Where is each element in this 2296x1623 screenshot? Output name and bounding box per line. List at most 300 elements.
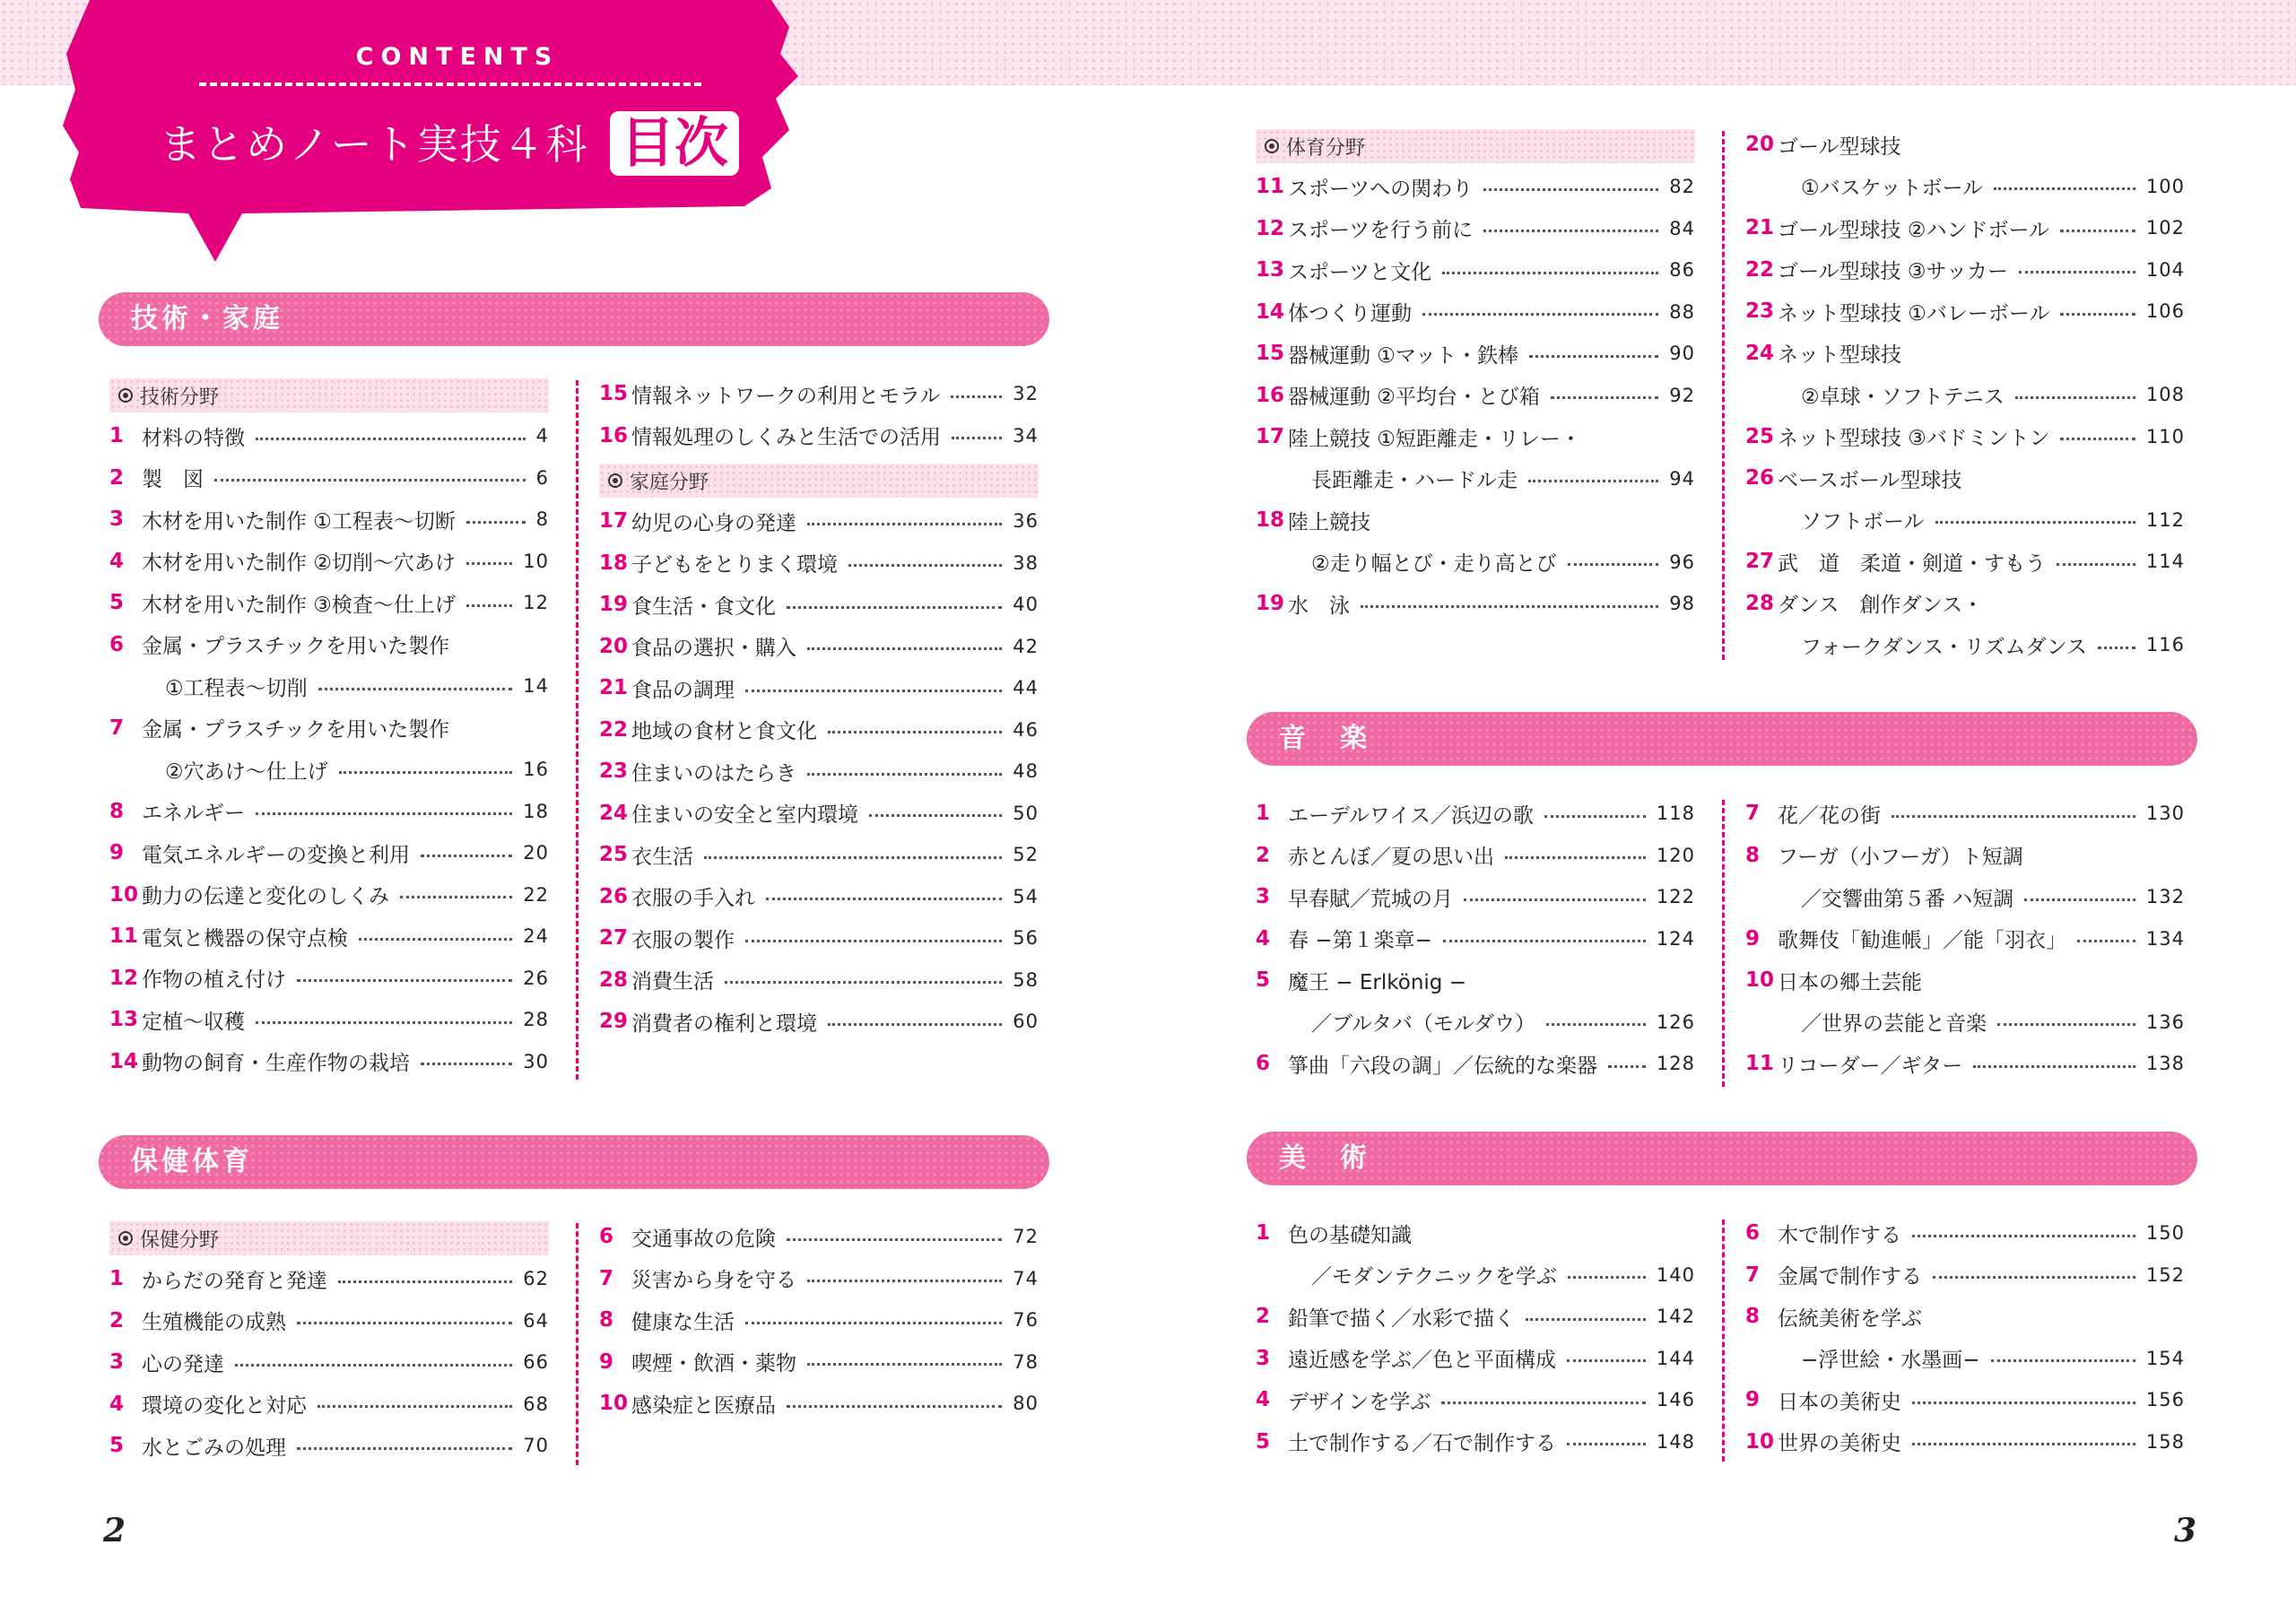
entry-title: 伝統美術を学ぶ xyxy=(1778,1306,1922,1331)
dot-leader xyxy=(317,1405,512,1408)
toc-entry[interactable] xyxy=(1745,457,2185,499)
toc-entry[interactable] xyxy=(109,791,549,832)
section-header-bijutsu: 美 術 xyxy=(1247,1132,2197,1185)
toc-entry[interactable] xyxy=(599,1001,1039,1042)
dot-leader xyxy=(1568,563,1659,566)
entry-title: 動物の飼育・生産作物の栽培 xyxy=(142,1052,410,1075)
circle-dot-icon xyxy=(118,388,133,403)
entry-page: 14 xyxy=(523,675,549,697)
toc-entry[interactable] xyxy=(599,584,1039,625)
toc-entry[interactable] xyxy=(1745,249,2185,291)
circle-dot-icon xyxy=(608,473,622,488)
entry-number: 2 xyxy=(109,465,125,490)
entry-title: 世界の美術史 xyxy=(1778,1432,1901,1455)
entry-page: 140 xyxy=(1656,1263,1695,1286)
dot-leader xyxy=(1361,605,1658,608)
dot-leader xyxy=(1443,940,1646,942)
dot-leader xyxy=(828,1023,1002,1026)
entry-number: 16 xyxy=(1256,383,1285,407)
toc-entry[interactable] xyxy=(599,415,1039,456)
entry-title: 木材を用いた制作 ③検査〜仕上げ xyxy=(142,593,456,617)
taiiku-column-2 xyxy=(1745,127,2185,665)
entry-title: 金属で制作する xyxy=(1778,1265,1922,1289)
entry-page: 106 xyxy=(2145,300,2185,322)
entry-page: 114 xyxy=(2145,551,2185,572)
entry-title: 住まいのはたらき xyxy=(631,761,796,785)
entry-page: 86 xyxy=(1669,259,1695,281)
dot-leader xyxy=(1442,272,1658,274)
dot-leader xyxy=(297,979,512,982)
toc-entry[interactable] xyxy=(1745,124,2185,165)
toc-entry[interactable] xyxy=(1256,166,1695,207)
entry-title: 日本の美術史 xyxy=(1778,1390,1901,1414)
toc-entry[interactable] xyxy=(1745,333,2185,374)
entry-number: 2 xyxy=(1256,1305,1271,1328)
entry-title: 色の基礎知識 xyxy=(1288,1223,1412,1247)
dot-leader xyxy=(1505,856,1646,859)
dot-leader xyxy=(725,981,1002,984)
entry-page: 38 xyxy=(1013,551,1039,574)
toc-entry[interactable] xyxy=(1256,583,1695,624)
column-divider xyxy=(1722,800,1725,1087)
entry-page: 122 xyxy=(1656,886,1695,907)
entry-number: 11 xyxy=(1745,1052,1775,1075)
entry-title: 喫煙・飲酒・薬物 xyxy=(631,1352,796,1376)
toc-entry[interactable] xyxy=(599,667,1039,708)
entry-title: ／世界の芸能と音楽 xyxy=(1801,1012,1987,1036)
entry-number: 14 xyxy=(109,1049,139,1073)
entry-number: 12 xyxy=(1256,216,1285,240)
entry-page: 32 xyxy=(1013,383,1039,404)
entry-title: ①工程表〜切削 xyxy=(165,676,308,700)
toc-entry[interactable] xyxy=(599,1258,1039,1299)
toc-entry[interactable] xyxy=(1256,1296,1695,1337)
toc-entry[interactable] xyxy=(1256,1379,1695,1420)
entry-page: 76 xyxy=(1013,1309,1039,1331)
entry-page: 100 xyxy=(2145,175,2185,197)
toc-entry[interactable] xyxy=(1745,416,2185,457)
entry-title: 製 図 xyxy=(142,468,204,491)
entry-title: フォークダンス・リズムダンス xyxy=(1801,635,2088,659)
toc-entry[interactable] xyxy=(1256,1338,1695,1379)
title-banner xyxy=(63,0,798,278)
entry-page: 56 xyxy=(1013,927,1039,949)
dot-leader xyxy=(1464,898,1646,901)
toc-entry[interactable] xyxy=(109,541,549,582)
banner-divider xyxy=(199,82,701,86)
dot-leader xyxy=(1912,1402,2135,1404)
entry-number: 7 xyxy=(1745,802,1761,825)
entry-title: 作物の植え付け xyxy=(142,968,286,992)
toc-entry[interactable] xyxy=(109,1341,549,1383)
entry-title: ／モダンテクニックを学ぶ xyxy=(1311,1265,1557,1289)
dot-leader xyxy=(1973,1065,2135,1068)
dot-leader xyxy=(1483,188,1658,191)
entry-number: 23 xyxy=(599,759,629,783)
entry-title: フーガ（小フーガ）ト短調 xyxy=(1778,846,2023,869)
dot-leader xyxy=(1441,1402,1646,1404)
toc-entry[interactable] xyxy=(1256,918,1695,959)
entry-page: 24 xyxy=(523,925,549,947)
entry-title: 食品の選択・購入 xyxy=(631,637,796,660)
entry-title: スポーツを行う前に xyxy=(1288,219,1474,242)
entry-number: 1 xyxy=(1256,802,1271,825)
entry-title: ／交響曲第５番 ハ短調 xyxy=(1801,887,2014,911)
entry-page: 6 xyxy=(535,466,549,489)
entry-title: 電気エネルギーの変換と利用 xyxy=(142,843,410,867)
dot-leader xyxy=(338,1280,512,1283)
entry-page: 156 xyxy=(2145,1389,2185,1410)
entry-page: 52 xyxy=(1013,844,1039,865)
entry-title: 長距離走・ハードル走 xyxy=(1311,469,1518,492)
entry-page: 48 xyxy=(1013,760,1039,782)
toc-entry[interactable] xyxy=(599,793,1039,834)
dot-leader xyxy=(807,1363,1002,1366)
entry-page: 158 xyxy=(2145,1430,2185,1453)
entry-page: 82 xyxy=(1669,176,1695,197)
entry-number: 1 xyxy=(109,424,125,447)
toc-entry[interactable] xyxy=(109,707,549,749)
toc-entry[interactable] xyxy=(1745,166,2185,207)
dot-leader xyxy=(1567,1359,1646,1362)
entry-page: 104 xyxy=(2145,258,2185,281)
toc-entry[interactable] xyxy=(109,749,549,790)
entry-page: 44 xyxy=(1013,677,1039,699)
dot-leader xyxy=(787,606,1002,609)
toc-entry[interactable] xyxy=(1745,1379,2185,1420)
entry-number: 6 xyxy=(109,632,125,656)
gijutsu-column-2 xyxy=(599,377,1039,1076)
toc-entry[interactable] xyxy=(1745,1338,2185,1379)
entry-title: ②卓球・ソフトテニス xyxy=(1801,385,2005,409)
dot-leader xyxy=(297,1447,512,1450)
entry-number: 12 xyxy=(109,966,139,990)
entry-title: ダンス 創作ダンス・ xyxy=(1778,594,1984,617)
entry-page: 124 xyxy=(1656,927,1695,950)
entry-number: 13 xyxy=(1256,258,1285,282)
entry-title: ゴール型球技 xyxy=(1778,135,1901,159)
dot-leader xyxy=(2098,647,2135,649)
toc-entry[interactable] xyxy=(1256,291,1695,333)
entry-title: 消費者の権利と環境 xyxy=(631,1011,817,1036)
entry-title: 健康な生活 xyxy=(631,1310,735,1334)
entry-title: ゴール型球技 ②ハンドボール xyxy=(1778,218,2050,242)
section-header-ongaku: 音 楽 xyxy=(1247,712,2197,766)
toc-entry[interactable] xyxy=(599,751,1039,792)
dot-leader xyxy=(1546,1023,1646,1026)
entry-page: 10 xyxy=(523,550,549,572)
taiiku-column-1 xyxy=(1256,127,1695,665)
entry-page: 112 xyxy=(2145,508,2185,531)
dot-leader xyxy=(1997,1023,2135,1026)
entry-title: 衣服の製作 xyxy=(631,928,735,952)
dot-leader xyxy=(1567,1443,1646,1445)
entry-title: ゴール型球技 ③サッカー xyxy=(1778,260,2009,283)
dot-leader xyxy=(1422,313,1658,316)
toc-entry[interactable] xyxy=(599,834,1039,875)
toc-entry[interactable] xyxy=(599,542,1039,584)
category-label-gijutsu xyxy=(109,378,549,412)
toc-entry[interactable] xyxy=(109,999,549,1040)
toc-entry[interactable] xyxy=(1256,208,1695,249)
dot-leader xyxy=(466,562,512,565)
entry-number: 22 xyxy=(599,717,629,742)
dot-leader xyxy=(745,690,1002,692)
entry-title: 陸上競技 ①短距離走・リレー・ xyxy=(1288,427,1581,451)
toc-entry[interactable] xyxy=(1745,583,2185,624)
toc-entry[interactable] xyxy=(109,1384,549,1425)
toc-entry[interactable] xyxy=(599,709,1039,751)
entry-number: 16 xyxy=(599,423,629,447)
toc-entry[interactable] xyxy=(1745,918,2185,959)
toc-entry[interactable] xyxy=(109,457,549,499)
dot-leader xyxy=(2019,271,2135,273)
entry-page: 118 xyxy=(1656,803,1695,824)
entry-number: 24 xyxy=(599,801,629,825)
entry-number: 4 xyxy=(109,1392,125,1416)
entry-number: 24 xyxy=(1745,341,1775,365)
toc-entry[interactable] xyxy=(109,916,549,957)
entry-number: 20 xyxy=(599,634,629,658)
entry-page: 46 xyxy=(1013,718,1039,741)
entry-page: 78 xyxy=(1013,1350,1039,1373)
bijutsu-column-1 xyxy=(1256,1216,1695,1485)
dot-leader xyxy=(318,688,513,690)
toc-entry[interactable] xyxy=(599,917,1039,959)
entry-title: 土で制作する／石で制作する xyxy=(1288,1432,1556,1455)
entry-page: 42 xyxy=(1013,635,1039,657)
dot-leader xyxy=(421,1063,512,1065)
entry-page: 20 xyxy=(523,842,549,864)
entry-title: 金属・プラスチックを用いた製作 xyxy=(142,635,450,658)
entry-title: リコーダー／ギター xyxy=(1778,1054,1963,1078)
dot-leader xyxy=(1568,1276,1646,1279)
toc-entry[interactable] xyxy=(1256,959,1695,1001)
entry-number: 7 xyxy=(1745,1263,1761,1287)
entry-title: 定植〜収穫 xyxy=(142,1010,245,1034)
entry-number: 7 xyxy=(599,1266,614,1290)
toc-entry[interactable] xyxy=(1256,249,1695,291)
entry-title: スポーツへの関わり xyxy=(1288,177,1474,201)
toc-entry[interactable] xyxy=(1256,416,1695,457)
toc-entry[interactable] xyxy=(1256,499,1695,541)
toc-entry[interactable] xyxy=(599,500,1039,542)
toc-entry[interactable] xyxy=(109,582,549,623)
toc-entry[interactable] xyxy=(1745,1254,2185,1296)
toc-entry[interactable] xyxy=(1256,1002,1695,1043)
toc-entry[interactable] xyxy=(1256,835,1695,876)
entry-page: 28 xyxy=(523,1009,549,1030)
toc-entry[interactable] xyxy=(1745,1421,2185,1462)
toc-entry[interactable] xyxy=(1745,793,2185,834)
entry-title: ネット型球技 ①バレーボール xyxy=(1778,301,2050,325)
dot-leader xyxy=(1912,1235,2135,1237)
toc-entry[interactable] xyxy=(599,876,1039,917)
entry-number: 10 xyxy=(1745,1429,1775,1454)
dot-leader xyxy=(256,1021,512,1024)
entry-number: 6 xyxy=(599,1225,614,1248)
toc-entry[interactable] xyxy=(109,1300,549,1341)
entry-title: 陸上競技 xyxy=(1288,510,1370,534)
toc-entry[interactable] xyxy=(109,1425,549,1466)
entry-title: 電気と機器の保守点検 xyxy=(142,926,348,950)
toc-entry[interactable] xyxy=(1745,291,2185,332)
entry-page: 154 xyxy=(2145,1347,2185,1369)
entry-page: 88 xyxy=(1669,300,1695,323)
entry-page: 50 xyxy=(1013,802,1039,824)
toc-entry[interactable] xyxy=(1745,624,2185,665)
dot-leader xyxy=(1933,1276,2135,1279)
toc-entry[interactable] xyxy=(1256,1212,1695,1254)
entry-page: 144 xyxy=(1656,1347,1695,1369)
toc-entry[interactable] xyxy=(1745,1002,2185,1043)
dot-leader xyxy=(256,812,512,815)
entry-page: 16 xyxy=(523,759,549,780)
entry-title: からだの発育と発達 xyxy=(142,1269,327,1293)
toc-entry[interactable] xyxy=(1745,541,2185,582)
entry-page: 150 xyxy=(2145,1222,2185,1244)
entry-page: 36 xyxy=(1013,510,1039,532)
toc-entry[interactable] xyxy=(109,415,549,456)
toc-entry[interactable] xyxy=(109,499,549,540)
entry-title: 魔王 − Erlkönig − xyxy=(1288,970,1466,994)
toc-entry[interactable] xyxy=(1745,374,2185,415)
toc-entry[interactable] xyxy=(1256,1421,1695,1462)
dot-leader xyxy=(787,1405,1002,1408)
entry-page: 26 xyxy=(523,967,549,989)
dot-leader xyxy=(869,814,1002,817)
dot-leader xyxy=(952,437,1002,439)
entry-page: 94 xyxy=(1669,467,1695,490)
dot-leader xyxy=(807,523,1002,525)
toc-entry[interactable] xyxy=(1745,1296,2185,1337)
toc-entry[interactable] xyxy=(1745,499,2185,541)
dot-leader xyxy=(214,479,526,482)
entry-number: 10 xyxy=(1745,968,1775,992)
toc-entry[interactable] xyxy=(599,1341,1039,1383)
toc-entry[interactable] xyxy=(109,624,549,665)
toc-entry[interactable] xyxy=(1256,542,1695,583)
toc-entry[interactable] xyxy=(1256,333,1695,374)
toc-entry[interactable] xyxy=(599,626,1039,667)
entry-title: 歌舞伎「勧進帳」／能「羽衣」 xyxy=(1778,929,2066,952)
entry-title: 金属・プラスチックを用いた製作 xyxy=(142,718,450,742)
entry-title: スポーツと文化 xyxy=(1288,260,1432,284)
entry-title: ②走り幅とび・走り高とび xyxy=(1311,552,1557,576)
toc-entry[interactable] xyxy=(109,1258,549,1299)
entry-number: 9 xyxy=(1745,1388,1761,1411)
toc-entry[interactable] xyxy=(599,1216,1039,1257)
entry-number: 4 xyxy=(109,549,125,573)
entry-number: 25 xyxy=(1745,424,1775,448)
toc-entry[interactable] xyxy=(599,373,1039,414)
entry-number: 22 xyxy=(1745,257,1775,282)
entry-title: 武 道 柔道・剣道・すもう xyxy=(1778,551,2046,576)
toc-entry[interactable] xyxy=(1256,876,1695,917)
dot-leader xyxy=(848,564,1002,567)
entry-page: 130 xyxy=(2145,803,2185,824)
entry-number: 4 xyxy=(1256,926,1271,950)
toc-entry[interactable] xyxy=(1745,876,2185,917)
dot-leader xyxy=(828,731,1002,733)
dot-leader xyxy=(1892,815,2135,818)
entry-page: 128 xyxy=(1656,1053,1695,1074)
dot-leader xyxy=(297,1322,512,1324)
entry-title: 材料の特徴 xyxy=(142,426,245,450)
entry-number: 8 xyxy=(1745,843,1761,867)
toc-entry[interactable] xyxy=(1256,1254,1695,1296)
entry-number: 10 xyxy=(109,882,139,907)
entry-number: 19 xyxy=(1256,592,1285,615)
entry-number: 7 xyxy=(109,716,125,740)
entry-title: 早春賦／荒城の月 xyxy=(1288,887,1453,911)
entry-title: ソフトボール xyxy=(1801,510,1925,534)
dot-leader xyxy=(256,438,526,440)
toc-entry[interactable] xyxy=(599,959,1039,1001)
toc-entry[interactable] xyxy=(1745,959,2185,1001)
dot-leader xyxy=(2077,940,2135,942)
entry-page: 62 xyxy=(523,1268,549,1289)
entry-page: 4 xyxy=(535,425,549,447)
toc-entry[interactable] xyxy=(109,832,549,873)
entry-number: 5 xyxy=(1256,1429,1271,1454)
section-header-gijutsu: 技術・家庭 xyxy=(99,292,1049,346)
toc-entry[interactable] xyxy=(1745,207,2185,248)
entry-page: 8 xyxy=(535,508,549,530)
category-label-text: 保健分野 xyxy=(140,1228,220,1252)
toc-entry[interactable] xyxy=(109,665,549,707)
toc-entry[interactable] xyxy=(599,1299,1039,1341)
entry-page: 148 xyxy=(1656,1430,1695,1453)
toc-entry[interactable] xyxy=(109,874,549,916)
toc-entry[interactable] xyxy=(1256,375,1695,416)
toc-entry[interactable] xyxy=(599,1383,1039,1424)
entry-number: 17 xyxy=(599,509,629,533)
entry-number: 28 xyxy=(599,968,629,992)
entry-number: 1 xyxy=(109,1267,125,1290)
toc-entry[interactable] xyxy=(1256,793,1695,834)
entry-title: 木材を用いた制作 ②切削〜穴あけ xyxy=(142,551,456,575)
dot-leader xyxy=(745,940,1002,942)
entry-page: 72 xyxy=(1013,1226,1039,1247)
toc-entry[interactable] xyxy=(109,1041,549,1082)
circle-dot-icon xyxy=(1265,139,1279,153)
toc-entry[interactable] xyxy=(1745,1043,2185,1084)
contents-label: CONTENTS xyxy=(355,43,560,71)
dot-leader xyxy=(466,521,526,524)
toc-entry[interactable] xyxy=(1745,1212,2185,1254)
toc-entry[interactable] xyxy=(109,958,549,999)
entry-title: 感染症と医療品 xyxy=(631,1393,776,1418)
entry-title: ①バスケットボール xyxy=(1801,177,1984,200)
entry-number: 23 xyxy=(1745,299,1775,323)
toc-entry[interactable] xyxy=(1256,458,1695,499)
entry-page: 66 xyxy=(523,1351,549,1373)
entry-number: 9 xyxy=(1745,926,1761,950)
dot-leader xyxy=(807,1280,1002,1282)
entry-number: 21 xyxy=(1745,216,1775,239)
entry-title: 心の発達 xyxy=(142,1352,224,1376)
bijutsu-column-2 xyxy=(1745,1216,2185,1485)
dot-leader xyxy=(807,773,1002,776)
entry-title: 箏曲「六段の調」／伝統的な楽器 xyxy=(1288,1054,1597,1078)
entry-title: エーデルワイス／浜辺の歌 xyxy=(1288,803,1534,828)
entry-number: 27 xyxy=(599,926,629,950)
toc-entry[interactable] xyxy=(1256,1043,1695,1084)
entry-title: 食生活・食文化 xyxy=(631,595,776,619)
entry-number: 1 xyxy=(1256,1221,1271,1245)
toc-entry[interactable] xyxy=(1745,835,2185,876)
